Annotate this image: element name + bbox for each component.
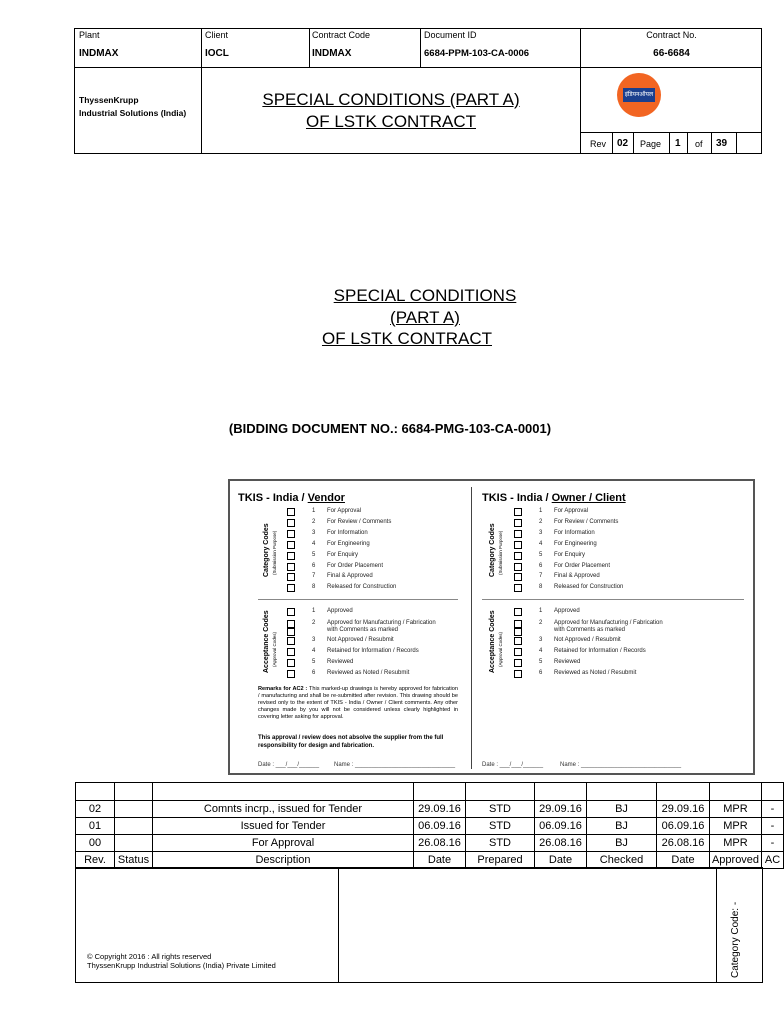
category-code-number: 5 [312,551,316,558]
table-cell: 26.08.16 [657,835,710,852]
acceptance-codes-label: Acceptance Codes [263,610,270,673]
stamp-heading-part: Vendor [307,492,345,504]
divider [612,132,613,153]
acceptance-code-number: 4 [312,648,316,654]
remarks-text [258,686,458,721]
acceptance-code-checkbox[interactable] [514,670,522,678]
table-header-cell: Date [414,852,466,869]
table-header-cell: Rev. [76,852,115,869]
copyright [87,952,276,970]
table-cell: Issued for Tender [153,818,414,835]
contract-code-label: Contract Code [312,30,371,40]
table-header-cell: AC [762,852,784,869]
category-code-checkbox[interactable] [287,541,295,549]
category-code-text: For Review / Comments [327,518,392,525]
acceptance-code-text: Not Approved / Resubmit [554,637,621,643]
category-codes-sub: (Submission Purpose) [498,530,503,575]
table-cell [153,783,414,801]
category-codes-sub: (Submission Purpose) [272,530,277,575]
approval-note: This approval / review does not absolve the supplier from the full responsibility for design and fabrication. [258,735,444,749]
acceptance-code-checkbox[interactable] [514,608,522,616]
category-code-number: 6 [312,562,316,569]
acceptance-codes-label: Acceptance Codes [489,610,496,673]
stamp-heading-owner: TKIS - India / Owner / Client [482,492,626,504]
revision-table [75,782,784,869]
category-code-checkbox[interactable] [287,552,295,560]
table-cell [115,835,153,852]
category-code-number: 2 [539,518,543,525]
divider [633,132,634,153]
table-cell: 29.09.16 [657,801,710,818]
category-code-number: 8 [312,584,316,591]
category-code-number: 4 [539,540,543,547]
category-code-number: 7 [312,573,316,580]
acceptance-code-text: Approved [554,608,580,614]
header-title-line2: OF LSTK CONTRACT [305,112,476,131]
category-code-text: For Review / Comments [554,518,619,525]
acceptance-code-checkbox[interactable] [287,659,295,667]
company-name-line1: ThyssenKrupp [79,95,139,105]
category-code-number: 8 [539,584,543,591]
divider [309,29,310,67]
category-code-checkbox[interactable] [287,519,295,527]
category-code-number: 2 [312,518,316,525]
main-title-line1: SPECIAL CONDITIONS [333,286,517,305]
table-cell: - [762,835,784,852]
footer-block [75,867,763,983]
total-pages: 39 [716,138,728,149]
divider [75,67,761,68]
table-cell: STD [466,818,535,835]
divider [716,868,717,982]
acceptance-code-checkbox[interactable] [287,628,295,636]
acceptance-code-checkbox[interactable] [287,670,295,678]
stamp-divider [471,487,472,769]
category-code-text: For Enquiry [327,551,359,558]
divider [580,132,761,133]
document-id-value: 6684-PPM-103-CA-0006 [424,48,530,59]
acceptance-code-text: Retained for Information / Records [554,648,646,654]
logo-text: इंडियनऑयल [623,88,655,102]
table-cell: - [762,801,784,818]
category-code-number: 3 [539,529,543,536]
client-value: IOCL [205,48,229,59]
table-cell [76,783,115,801]
category-codes-label: Category Codes [489,523,496,577]
acceptance-code-number: 2 [312,620,316,626]
main-title-line3: OF LSTK CONTRACT [321,329,492,348]
table-header-cell: Approved [710,852,762,869]
category-code-checkbox[interactable] [514,519,522,527]
table-header-cell: Prepared [466,852,535,869]
divider [736,132,737,153]
table-header-cell: Date [535,852,587,869]
category-code-checkbox[interactable] [287,530,295,538]
stamp-heading-vendor: TKIS - India / Vendor [238,492,345,504]
table-header-cell: Status [115,852,153,869]
table-cell: STD [466,801,535,818]
acceptance-code-text: Retained for Information / Records [327,648,419,654]
category-code-number: 6 [539,562,543,569]
category-code-text: For Order Placement [554,562,611,569]
remarks-body: This marked-up drawings is hereby approved for fabrication / manufacturing and shall be re-submitted after revision. This drawing should be revised only to the extent of TKIS - India / Owner / Client comments. Any other changes made by you will not be considered unless clearly highlighted in covering letter asking for approval. [258,686,459,720]
acceptance-code-text: Approved for Manufacturing / Fabrication with Comments as marked [327,620,436,633]
category-code: Category Code: - [730,901,741,978]
acceptance-code-text: Reviewed [554,659,581,665]
stamp-heading-part: TKIS - India [238,492,299,504]
acceptance-code-checkbox[interactable] [287,620,295,628]
category-code-checkbox[interactable] [514,508,522,516]
stamp-heading-part: TKIS - India [482,492,543,504]
copyright-company: ThyssenKrupp Industrial Solutions (India) Private Limited [87,961,276,970]
category-code-checkbox[interactable] [287,584,295,592]
category-code-number: 1 [539,508,543,514]
document-header [74,28,762,154]
table-cell: BJ [587,835,657,852]
table-row [76,783,784,801]
category-code-checkbox[interactable] [287,563,295,571]
table-cell [115,818,153,835]
table-cell: 02 [76,801,115,818]
acceptance-codes-sub: (Approval Codes) [272,631,277,667]
acceptance-code-checkbox[interactable] [514,648,522,656]
main-title-line2: (PART A) [390,308,460,327]
category-codes-label: Category Codes [263,523,270,577]
acceptance-code-number: 1 [312,608,316,614]
table-cell: - [762,818,784,835]
acceptance-codes-sub: (Approval Codes) [498,631,503,667]
rev-label: Rev [590,139,607,149]
table-cell: Comnts incrp., issued for Tender [153,801,414,818]
category-code-text: For Approval [327,508,362,514]
table-cell [115,783,153,801]
category-code-number: 3 [312,529,316,536]
stamp-heading-part: Owner / Client [551,492,626,504]
table-cell [710,783,762,801]
acceptance-code-number: 5 [312,659,316,665]
table-cell [587,783,657,801]
acceptance-code-text: Reviewed as Noted / Resubmit [327,670,410,676]
table-cell: BJ [587,818,657,835]
category-code-text: For Order Placement [327,562,384,569]
table-cell: 29.09.16 [535,801,587,818]
plant-label: Plant [79,30,100,40]
category-code-text: For Information [327,529,368,536]
table-cell [535,783,587,801]
rev-value: 02 [617,138,629,149]
table-cell: 01 [76,818,115,835]
divider [687,132,688,153]
category-code-checkbox[interactable] [514,541,522,549]
date-line: Date : ___/___/______ [482,762,544,768]
acceptance-code-number: 1 [539,608,543,614]
category-code-checkbox[interactable] [514,573,522,581]
acceptance-code-number: 3 [539,637,543,643]
acceptance-code-number: 3 [312,637,316,643]
table-cell: 29.09.16 [414,801,466,818]
category-code-checkbox[interactable] [514,563,522,571]
category-code-text: For Enquiry [554,551,586,558]
indianoil-logo [617,73,661,117]
acceptance-code-text: Approved for Manufacturing / Fabrication with Comments as marked [554,620,663,633]
category-code-text: For Engineering [554,540,597,547]
table-row [76,835,784,852]
acceptance-code-checkbox[interactable] [514,628,522,636]
table-header-cell: Description [153,852,414,869]
divider [669,132,670,153]
remarks-label: Remarks for AC2 : [258,686,308,692]
acceptance-code-text: Reviewed [327,659,354,665]
category-code-checkbox[interactable] [287,573,295,581]
category-code-number: 4 [312,540,316,547]
category-code-text: Released for Construction [327,584,397,591]
table-cell: 00 [76,835,115,852]
acceptance-code-text: Approved [327,608,353,614]
table-cell [466,783,535,801]
document-id-label: Document ID [424,30,477,40]
acceptance-code-number: 5 [539,659,543,665]
acceptance-code-text: Not Approved / Resubmit [327,637,394,643]
page-value: 1 [675,138,681,149]
category-code-checkbox[interactable] [514,552,522,560]
category-code-checkbox[interactable] [287,508,295,516]
divider [711,132,712,153]
divider [420,29,421,67]
acceptance-code-number: 6 [312,670,316,676]
contract-no-label: Contract No. [646,30,697,40]
category-code-text: For Information [554,529,595,536]
table-cell: MPR [710,801,762,818]
table-cell: 06.09.16 [657,818,710,835]
acceptance-code-checkbox[interactable] [287,637,295,645]
category-code-number: 7 [539,573,543,580]
bidding-document-number: (BIDDING DOCUMENT NO.: 6684-PMG-103-CA-0001) [228,421,552,436]
company-name-line2: Industrial Solutions (India) [79,108,187,118]
contract-code-value: INDMAX [312,48,352,59]
table-header-row [76,852,784,869]
divider [482,599,744,600]
table-cell [414,783,466,801]
table-cell: 06.09.16 [414,818,466,835]
category-code-text: Final & Approved [327,573,373,580]
table-cell: MPR [710,835,762,852]
acceptance-code-number: 6 [539,670,543,676]
name-line: Name : ______________________________ [334,762,456,768]
acceptance-code-checkbox[interactable] [514,637,522,645]
table-header-cell: Checked [587,852,657,869]
acceptance-code-checkbox[interactable] [287,608,295,616]
category-code-number: 5 [539,551,543,558]
name-line: Name : ______________________________ [560,762,682,768]
acceptance-code-checkbox[interactable] [514,659,522,667]
acceptance-code-number: 4 [539,648,543,654]
category-code-checkbox[interactable] [514,530,522,538]
client-label: Client [205,30,229,40]
category-code-text: Released for Construction [554,584,624,591]
table-row [76,818,784,835]
table-cell: 26.08.16 [535,835,587,852]
header-title-line1: SPECIAL CONDITIONS (PART A) [262,90,520,109]
table-cell: BJ [587,801,657,818]
category-code-number: 1 [312,508,316,514]
approval-stamp [228,479,755,775]
category-code-text: For Engineering [327,540,370,547]
table-cell [115,801,153,818]
page-label: Page [640,139,662,149]
date-line: Date : ___/___/______ [258,762,320,768]
acceptance-code-checkbox[interactable] [514,620,522,628]
table-cell: 06.09.16 [535,818,587,835]
divider [338,868,339,982]
table-cell [762,783,784,801]
of-label: of [695,139,703,149]
acceptance-code-checkbox[interactable] [287,648,295,656]
table-cell: STD [466,835,535,852]
category-code-text: Final & Approved [554,573,600,580]
acceptance-code-text: Reviewed as Noted / Resubmit [554,670,637,676]
table-header-cell: Date [657,852,710,869]
category-code-checkbox[interactable] [514,584,522,592]
table-cell: MPR [710,818,762,835]
table-cell: 26.08.16 [414,835,466,852]
acceptance-code-number: 2 [539,620,543,626]
category-code-text: For Approval [554,508,589,514]
copyright-line: © Copyright 2016 : All rights reserved [87,952,212,961]
divider [258,599,458,600]
table-cell: For Approval [153,835,414,852]
table-row [76,801,784,818]
plant-value: INDMAX [79,48,119,59]
contract-no-value: 66-6684 [653,48,690,59]
table-cell [657,783,710,801]
